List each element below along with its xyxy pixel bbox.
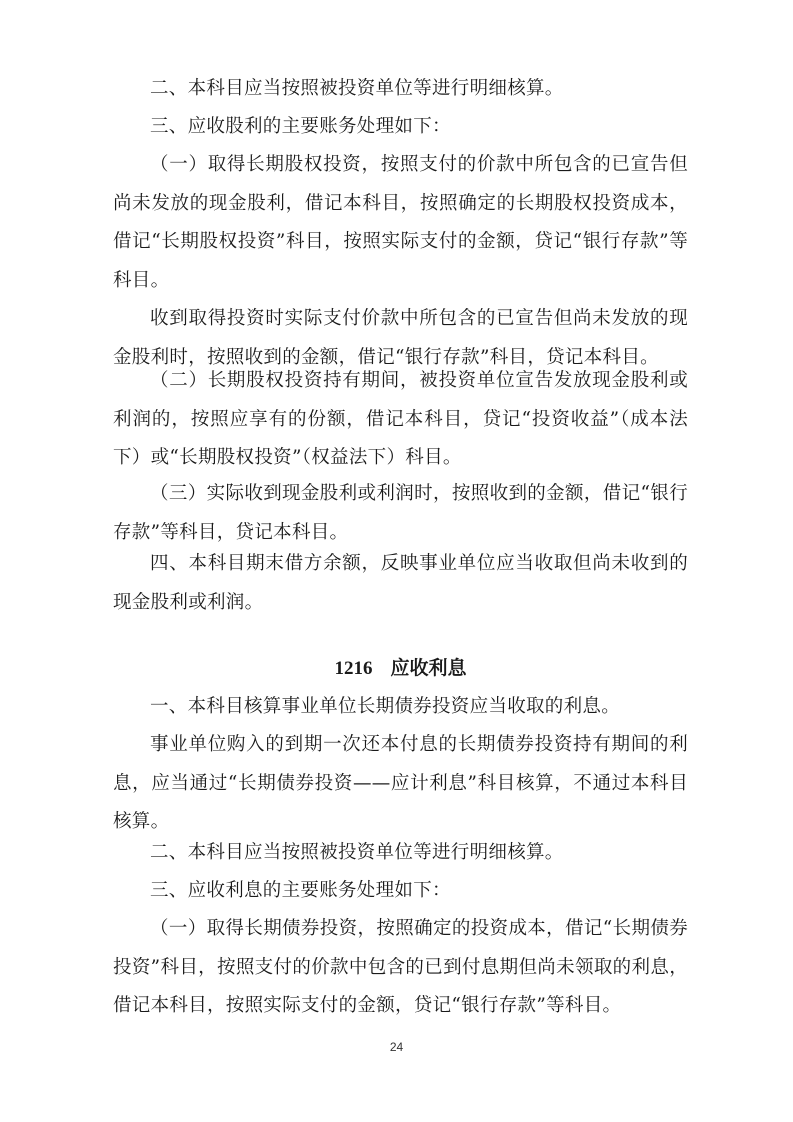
paragraph: （一）取得长期债券投资，按照确定的投资成本，借记“长期债券投资”科目，按照支付的价款中包含的已到付息期但尚未领取的利息，借记本科目，按照实际支付的金额，贷记“银行存款”等科目。 <box>113 918 688 1016</box>
paragraph: 事业单位购入的到期一次还本付息的长期债券投资持有期间的利息，应当通过“长期债券投资——应计利息”科目核算，不通过本科目核算。 <box>113 734 688 832</box>
paragraph: 收到取得投资时实际支付价款中所包含的已宣告但尚未发放的现金股利时，按照收到的金额，借记“银行存款”科目，贷记本科目。 <box>113 308 688 368</box>
paragraph: 三、应收利息的主要账务处理如下： <box>150 880 451 901</box>
section-number: 1216 <box>334 658 373 679</box>
paragraph: 四、本科目期末借方余额，反映事业单位应当收取但尚未收到的现金股利或利润。 <box>113 553 688 613</box>
paragraph: 二、本科目应当按照被投资单位等进行明细核算。 <box>150 842 564 863</box>
paragraph: 二、本科目应当按照被投资单位等进行明细核算。 <box>150 78 564 99</box>
section-title: 应收利息 <box>390 657 467 679</box>
paragraph: 一、本科目核算事业单位长期债券投资应当收取的利息。 <box>150 696 621 717</box>
paragraph: 三、应收股利的主要账务处理如下： <box>150 116 451 137</box>
section-heading <box>113 649 688 688</box>
paragraph: （一）取得长期股权投资，按照支付的价款中所包含的已宣告但尚未发放的现金股利，借记本科目，按照确定的长期股权投资成本，借记“长期股权投资”科目，按照实际支付的金额，贷记“银行存款”等科目。 <box>113 154 688 291</box>
paragraph: （三）实际收到现金股利或利润时，按照收到的金额，借记“银行存款”等科目，贷记本科目。 <box>113 483 688 543</box>
paragraph: （二）长期股权投资持有期间，被投资单位宣告发放现金股利或利润的，按照应享有的份额，借记本科目，贷记“投资收益”（成本法下）或“长期股权投资”（权益法下）科目。 <box>113 370 688 468</box>
page-number: 24 <box>389 1040 404 1054</box>
